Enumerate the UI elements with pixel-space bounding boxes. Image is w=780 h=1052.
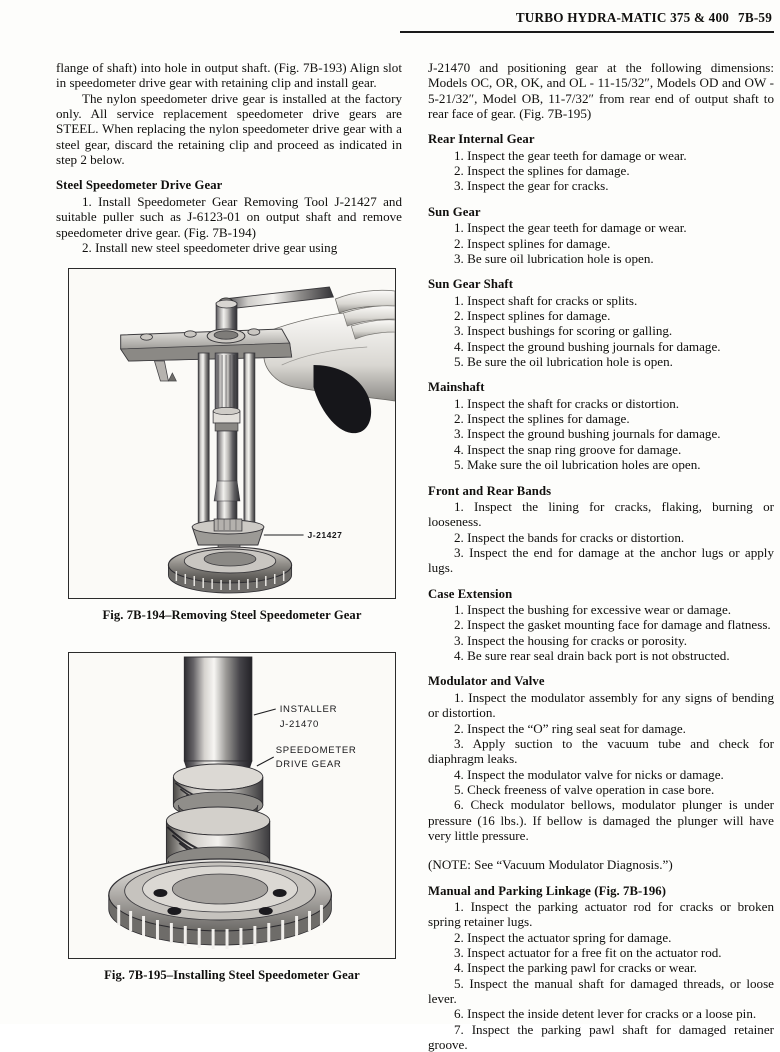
- list-item: 4. Inspect the parking pawl for cracks or wear.: [454, 960, 697, 976]
- list-item: 2. Inspect the actuator spring for damage.: [454, 929, 672, 945]
- figure-7b-195-illustration: [69, 653, 395, 958]
- list-item: 6. Check modulator bellows, modulator plunger is under pressure (16 lbs.). If bellow is damaged the plunger will have very little pressure.: [428, 797, 774, 843]
- list-sun-gear-shaft: [428, 293, 774, 370]
- list-item: 2. Inspect the “O” ring seal seat for damage.: [454, 720, 686, 736]
- list-item: 2. Inspect splines for damage.: [454, 235, 611, 251]
- list-item: 6. Inspect the inside detent lever for cracks or a loose pin.: [454, 1006, 757, 1022]
- list-modulator-and-valve: [428, 690, 774, 843]
- figure-7b-195-caption: Fig. 7B-195–Installing Steel Speedometer Gear: [104, 968, 360, 982]
- list-item: 4. Inspect the snap ring groove for damage.: [454, 441, 682, 457]
- left-step-2: 2. Install new steel speedometer drive gear using: [82, 239, 338, 255]
- spacer: [428, 873, 774, 884]
- list-item: 1. Inspect the shaft for cracks or distortion.: [454, 395, 680, 411]
- list-item: 7. Inspect the parking pawl shaft for damaged retainer groove.: [428, 1021, 774, 1052]
- list-rear-internal-gear: [428, 148, 774, 194]
- list-item: 1. Inspect the gear teeth for damage or wear.: [454, 147, 687, 163]
- list-item: 2. Inspect the splines for damage.: [454, 163, 630, 179]
- spacer: [56, 167, 402, 178]
- figure-7b-194: [68, 268, 396, 623]
- spacer: [428, 473, 774, 484]
- left-step-1: 1. Install Speedometer Gear Removing Tool J-21427 and suitable puller such as J-6123-01 on output shaft and remove speedometer drive gear. (Fig. 7B-194): [56, 193, 402, 240]
- list-item: 5. Check freeness of valve operation in case bore.: [454, 781, 715, 797]
- list-item: 3. Inspect actuator for a free fit on the actuator rod.: [454, 945, 722, 961]
- list-item: 3. Inspect the ground bushing journals for damage.: [454, 426, 721, 442]
- left-column: [56, 60, 402, 255]
- list-item: 1. Inspect the lining for cracks, flaking, burning or looseness.: [428, 498, 774, 530]
- figure-7b-195-frame: [68, 652, 396, 959]
- list-item: 5. Inspect the manual shaft for damaged threads, or loose lever.: [428, 975, 774, 1007]
- list-item: 2. Inspect the splines for damage.: [454, 411, 630, 427]
- spacer: [428, 266, 774, 277]
- figure-7b-195-callout-installer-line1: INSTALLER: [279, 703, 338, 716]
- spacer: [428, 843, 774, 857]
- heading-rear-internal-gear: Rear Internal Gear: [428, 132, 535, 147]
- heading-steel-speedometer-drive-gear: Steel Speedometer Drive Gear: [56, 178, 223, 193]
- running-head-title: TURBO HYDRA-MATIC 375 & 400: [515, 10, 730, 25]
- figure-7b-195-callout-installer-line2: J-21470: [279, 718, 320, 731]
- list-manual-and-parking-linkage: [428, 899, 774, 1052]
- figure-7b-194-caption: Fig. 7B-194–Removing Steel Speedometer Gear: [102, 608, 362, 622]
- right-lead-paragraph: J-21470 and positioning gear at the following dimensions: Models OC, OR, OK, and OL - 11-15/32″, Models OD and OW - 5-21/32″, Model OB, 11-7/32″ from rear end of output shaft to rear face of gear. (Fig. 7B-195): [428, 60, 774, 122]
- spacer: [428, 121, 774, 132]
- vacuum-modulator-note: (NOTE: See “Vacuum Modulator Diagnosis.”): [428, 857, 673, 873]
- list-front-and-rear-bands: [428, 499, 774, 576]
- heading-mainshaft: Mainshaft: [428, 380, 485, 395]
- list-item: 3. Be sure oil lubrication hole is open.: [454, 250, 654, 266]
- list-item: 3. Inspect the housing for cracks or porosity.: [454, 632, 687, 648]
- list-item: 1. Inspect the modulator assembly for any signs of bending or distortion.: [428, 689, 774, 721]
- list-item: 2. Inspect splines for damage.: [454, 308, 611, 323]
- list-item: 3. Apply suction to the vacuum tube and check for diaphragm leaks.: [428, 735, 774, 767]
- heading-front-and-rear-bands: Front and Rear Bands: [428, 483, 552, 498]
- heading-sun-gear-shaft: Sun Gear Shaft: [428, 277, 514, 292]
- figure-7b-194-callout-j21427: J-21427: [307, 529, 343, 541]
- spacer: [428, 369, 774, 380]
- figure-7b-194-illustration: [69, 269, 395, 598]
- page-number: 7B-59: [738, 10, 772, 25]
- list-item: 2. Inspect the gasket mounting face for damage and flatness.: [454, 617, 771, 633]
- spacer: [428, 576, 774, 587]
- left-paragraph-1: flange of shaft) into hole in output shaft. (Fig. 7B-193) Align slot in speedometer drive gear with retaining clip and install gear.: [56, 60, 402, 91]
- list-item: 5. Be sure the oil lubrication hole is open.: [454, 354, 673, 370]
- right-column: [428, 60, 774, 1052]
- list-item: 3. Inspect the end for damage at the anchor lugs or apply lugs.: [428, 544, 774, 576]
- list-item: 3. Inspect the gear for cracks.: [454, 178, 609, 194]
- figure-7b-195-callout-speedometer-line1: SPEEDOMETER: [275, 744, 357, 757]
- list-item: 5. Make sure the oil lubrication holes are open.: [454, 457, 701, 473]
- list-item: 1. Inspect the parking actuator rod for cracks or broken spring retainer lugs.: [428, 899, 774, 930]
- header-rule: [400, 31, 774, 33]
- list-mainshaft: [428, 396, 774, 473]
- list-item: 4. Inspect the ground bushing journals for damage.: [454, 338, 721, 354]
- list-item: 1. Inspect the gear teeth for damage or wear.: [454, 220, 687, 236]
- heading-sun-gear: Sun Gear: [428, 204, 481, 219]
- list-item: 4. Inspect the modulator valve for nicks or damage.: [454, 766, 724, 782]
- figure-7b-195: [68, 652, 396, 983]
- heading-manual-and-parking-linkage: Manual and Parking Linkage (Fig. 7B-196): [428, 883, 667, 898]
- list-item: 2. Inspect the bands for cracks or distortion.: [454, 529, 685, 545]
- list-item: 1. Inspect the bushing for excessive wear or damage.: [454, 602, 732, 618]
- list-item: 3. Inspect bushings for scoring or galling.: [454, 323, 673, 339]
- list-case-extension: [428, 602, 774, 663]
- heading-case-extension: Case Extension: [428, 586, 513, 601]
- list-sun-gear: [428, 220, 774, 266]
- list-item: 4. Be sure rear seal drain back port is not obstructed.: [454, 648, 730, 664]
- figure-7b-194-frame: [68, 268, 396, 599]
- heading-modulator-and-valve: Modulator and Valve: [428, 674, 545, 689]
- figure-7b-195-callout-speedometer-line2: DRIVE GEAR: [275, 758, 342, 771]
- left-paragraph-2: The nylon speedometer drive gear is installed at the factory only. All service replacement speedometer drive gears are STEEL. When replacing the nylon speedometer drive gear with a steel gear, discard the retaining clip and proceed as indicated in step 2 below.: [56, 90, 402, 168]
- list-item: 1. Inspect shaft for cracks or splits.: [454, 292, 638, 308]
- page-running-head: [516, 10, 772, 26]
- spacer: [428, 194, 774, 205]
- spacer: [428, 663, 774, 674]
